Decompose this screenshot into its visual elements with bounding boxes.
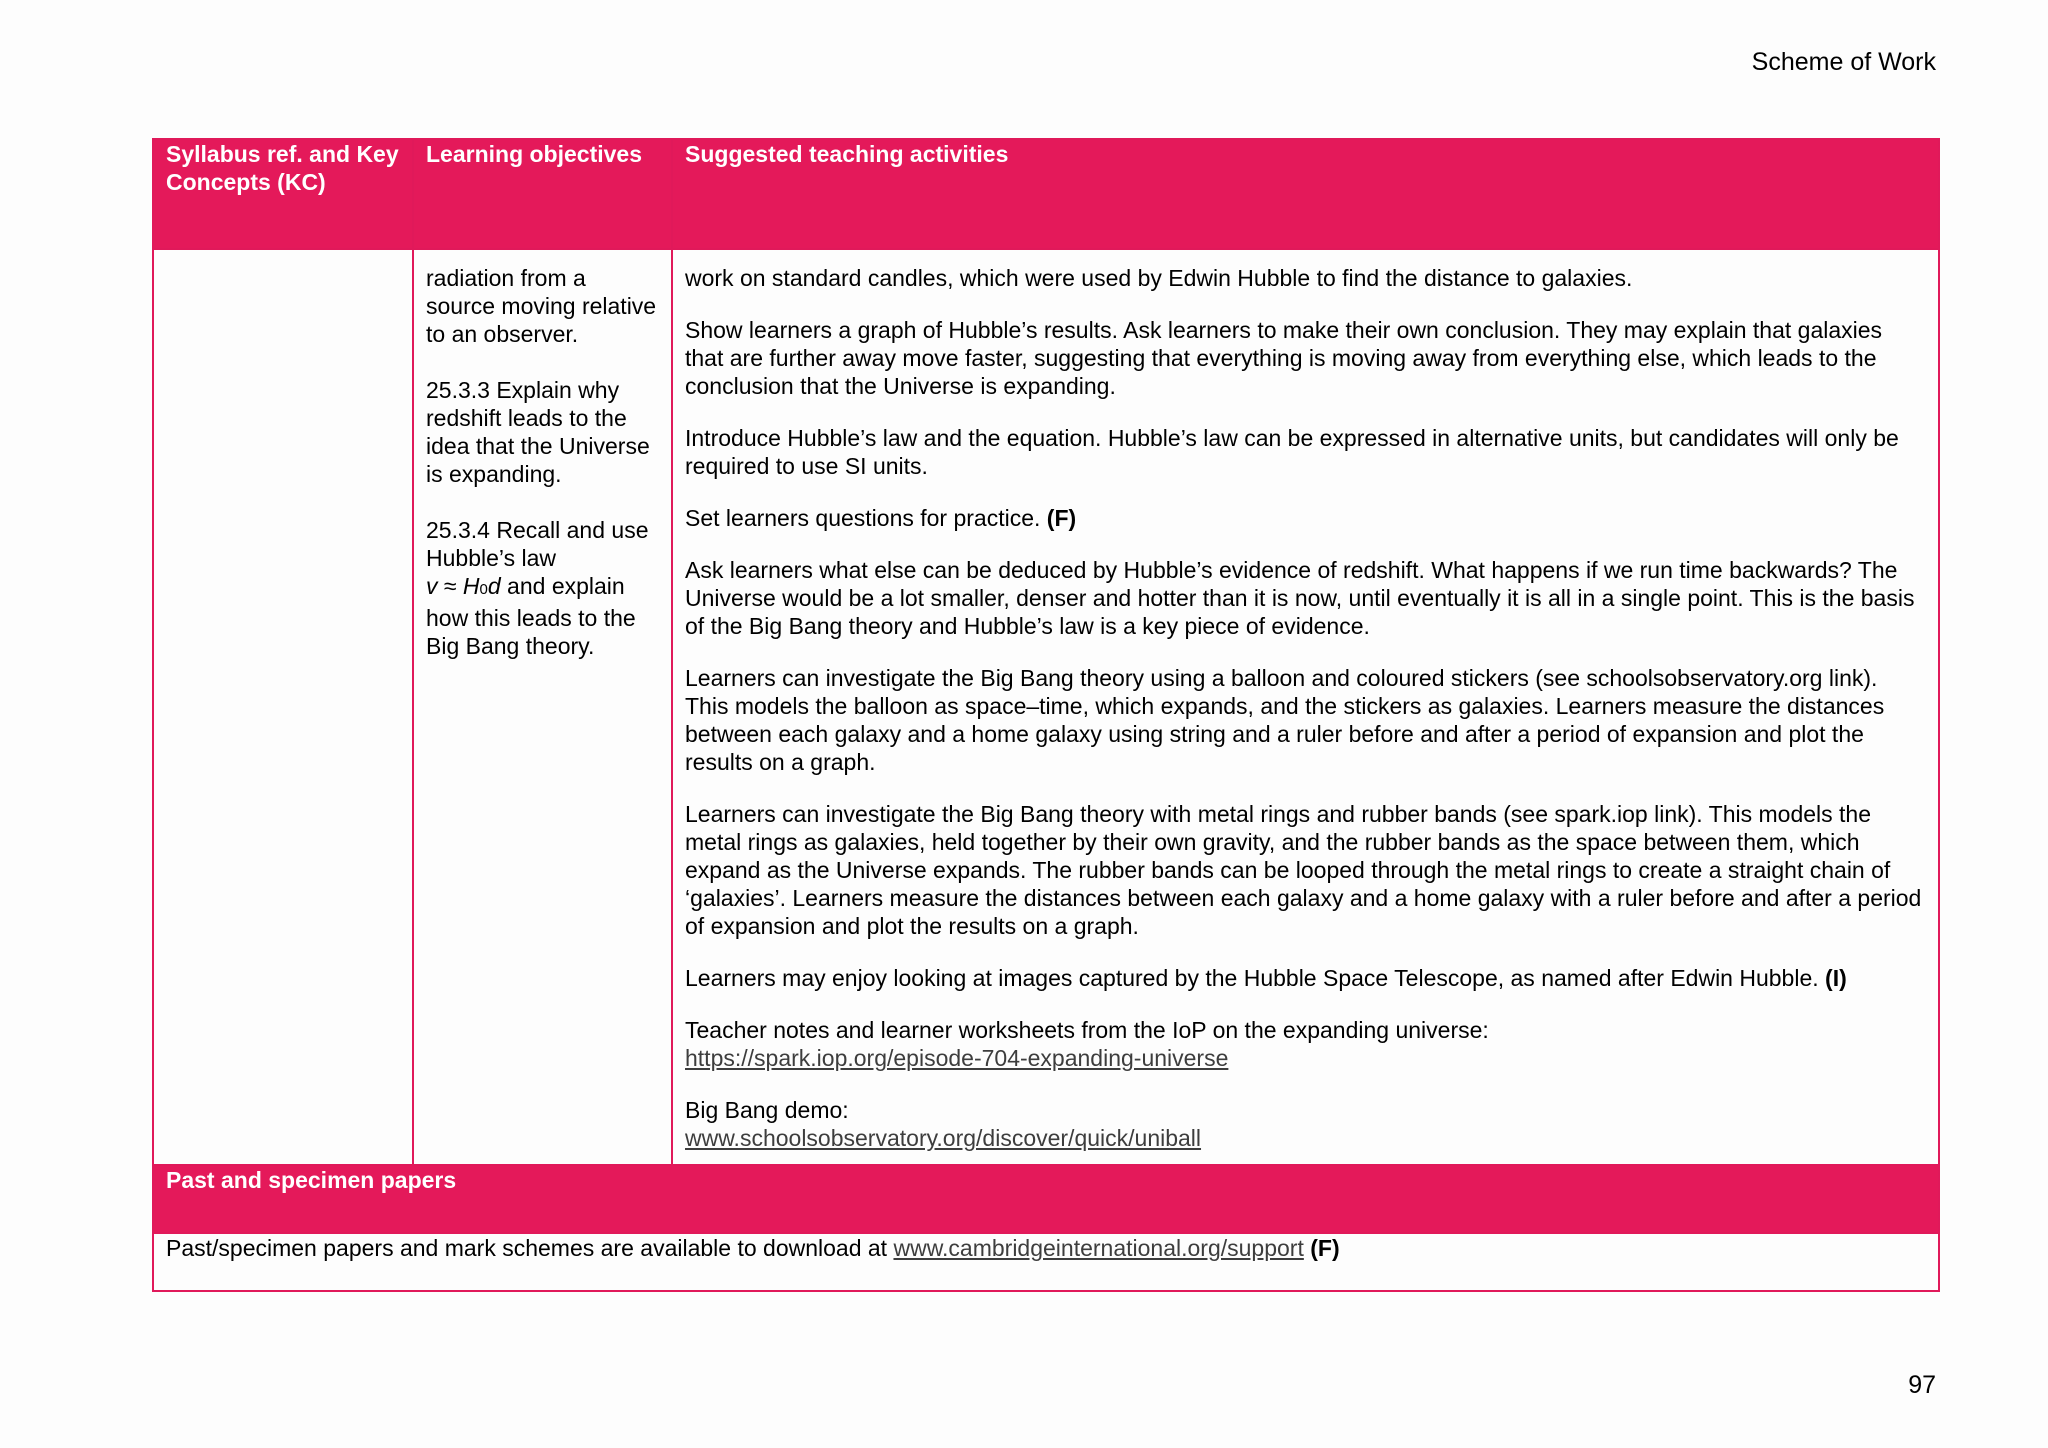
- ict-tag: (I): [1825, 965, 1847, 991]
- activity-balloon-model: Learners can investigate the Big Bang theory using a balloon and coloured stickers (see schoolsobservatory.org link). This models the balloon as space–time, which expands, and the stickers as galaxies. Learners measure the distances between each galaxy and a home galaxy using string and a ruler before and after a period of expansion and plot the results on a graph.: [685, 665, 1885, 775]
- activity-big-bang-deduction: Ask learners what else can be deduced by Hubble’s evidence of redshift. What happens if we run time backwards? The Universe would be a lot smaller, denser and hotter than it is now, until eventually it is all in a single point. This is the basis of the Big Bang theory and Hubble’s law is a key piece of evidence.: [685, 557, 1915, 639]
- formula-h: H: [462, 573, 480, 599]
- activity-metal-rings-model: Learners can investigate the Big Bang theory with metal rings and rubber bands (see spark.iop link). This models the metal rings as galaxies, held together by their own gravity, and the rubber bands as the space between them, which expand as the Universe expands. The rubber bands can be looped through the metal rings to create a straight chain of ‘galaxies’. Learners measure the distances between each galaxy and a home galaxy with a ruler before and after a period of expansion and plot the results on a graph.: [685, 801, 1922, 939]
- activity-hubble-images: Learners may enjoy looking at images captured by the Hubble Space Telescope, as named after Edwin Hubble. (I): [685, 965, 1847, 991]
- iop-link[interactable]: https://spark.iop.org/episode-704-expanding-universe: [685, 1045, 1229, 1071]
- formula-d: d: [487, 573, 501, 599]
- schoolsobservatory-link[interactable]: www.schoolsobservatory.org/discover/quick/uniball: [685, 1125, 1202, 1151]
- activity-practice-questions: Set learners questions for practice. (F): [685, 505, 1077, 531]
- header-learning-objectives: Learning objectives: [413, 139, 672, 249]
- activity-hubble-law: Introduce Hubble’s law and the equation. Hubble’s law can be expressed in alternative units, but candidates will only be required to use SI units.: [685, 425, 1899, 479]
- objective-continuation: radiation from a source moving relative to an observer.: [426, 265, 657, 347]
- page-number: 97: [1908, 1371, 1936, 1399]
- cambridge-support-link[interactable]: www.cambridgeinternational.org/support: [893, 1235, 1304, 1261]
- learning-objectives-cell: [413, 249, 672, 1165]
- table-row: [153, 249, 1939, 1165]
- objective-25-3-4: 25.3.4 Recall and use Hubble’s law v ≈ H0d and explain how this leads to the Big Bang theory.: [426, 517, 649, 659]
- past-papers-header-row: [153, 1165, 1939, 1233]
- past-papers-heading: Past and specimen papers: [153, 1165, 1939, 1233]
- document-header: Scheme of Work: [1751, 48, 1936, 76]
- teaching-activities-cell: [672, 249, 1939, 1165]
- formula-v: v: [426, 573, 438, 599]
- past-papers-row: [153, 1233, 1939, 1291]
- formative-tag: (F): [1046, 505, 1077, 531]
- objective-25-3-3: 25.3.3 Explain why redshift leads to the idea that the Universe is expanding.: [426, 377, 650, 487]
- activity-iop-notes: Teacher notes and learner worksheets from the IoP on the expanding universe: https://spark.iop.org/episode-704-expanding-universe: [685, 1017, 1489, 1071]
- scheme-of-work-table: [152, 138, 1940, 1292]
- past-papers-tag: (F): [1310, 1235, 1340, 1261]
- formula-subscript: 0: [479, 581, 488, 598]
- activity-standard-candles: work on standard candles, which were used by Edwin Hubble to find the distance to galaxies.: [685, 265, 1633, 291]
- header-syllabus-ref: Syllabus ref. and Key Concepts (KC): [153, 139, 413, 249]
- syllabus-ref-cell: [153, 249, 413, 1165]
- activity-hubble-graph: Show learners a graph of Hubble’s results. Ask learners to make their own conclusion. They may explain that galaxies that are further away move faster, suggesting that everything is moving away from everything else, which leads to the conclusion that the Universe is expanding.: [685, 317, 1883, 399]
- header-teaching-activities: Suggested teaching activities: [672, 139, 1939, 249]
- table-header-row: [153, 139, 1939, 249]
- past-papers-text: Past/specimen papers and mark schemes are available to download at www.cambridgeinternational.org/support (F): [153, 1233, 1939, 1291]
- activity-big-bang-demo: Big Bang demo: www.schoolsobservatory.org/discover/quick/uniball: [685, 1097, 1202, 1151]
